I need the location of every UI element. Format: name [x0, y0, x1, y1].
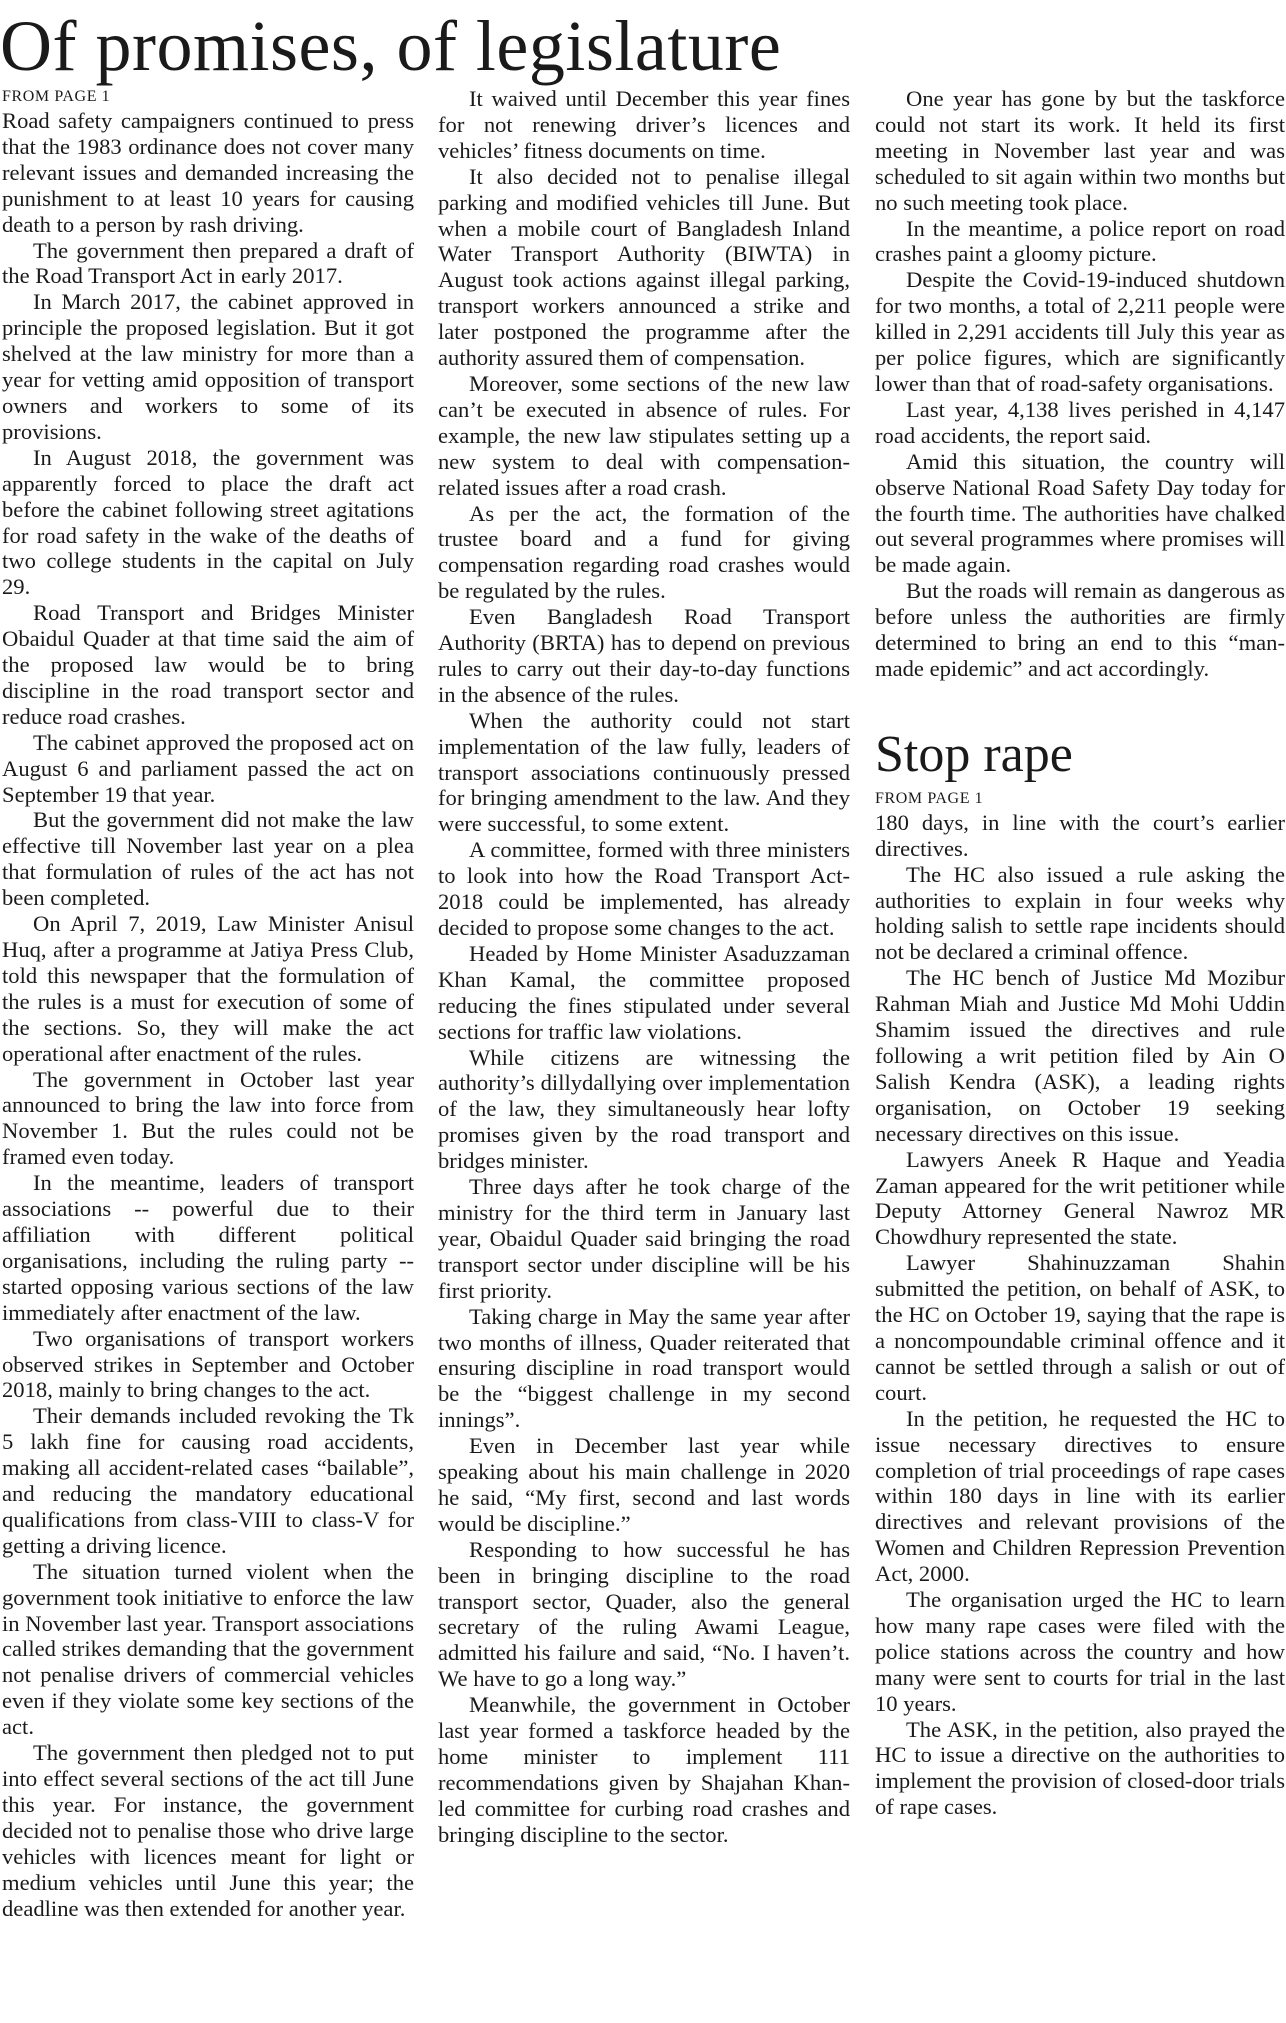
- paragraph: Lawyer Shahinuzzaman Shahin submitted the petition, on behalf of ASK, to the HC on October 19, saying that the rape is a noncompoundable criminal offence and it cannot be settled through a salish or out of court.: [875, 1250, 1285, 1405]
- paragraph: The government then pledged not to put into effect several sections of the act till June this year. For instance, the government decided not to penalise those who drive large vehicles with licences meant for light or medium vehicles until June this year; the deadline was then extended for another year.: [2, 1740, 414, 1921]
- paragraph: The government in October last year announced to bring the law into force from November 1. But the rules could not be framed even today.: [2, 1066, 414, 1170]
- paragraph: Moreover, some sections of the new law can’t be executed in absence of rules. For example, the new law stipulates setting up a new system to deal with compensation-related issues after a road crash.: [438, 370, 850, 500]
- second-article-headline: Stop rape: [875, 725, 1073, 783]
- paragraph: Lawyers Aneek R Haque and Yeadia Zaman appeared for the writ petitioner while Deputy Attorney General Nawroz MR Chowdhury represented the state.: [875, 1146, 1285, 1250]
- paragraph: But the roads will remain as dangerous as before unless the authorities are firmly determined to bring an end to this “man-made epidemic” and act accordingly.: [875, 578, 1285, 681]
- paragraph: A committee, formed with three ministers to look into how the Road Transport Act-2018 could be implemented, has already decided to propose some changes to the act.: [438, 837, 850, 940]
- paragraph: Taking charge in May the same year after two months of illness, Quader reiterated that ensuring discipline in road transport would be the “biggest challenge in my second innings”.: [438, 1303, 850, 1433]
- paragraph: But the government did not make the law effective till November last year on a plea that formulation of rules of the act has not been completed.: [2, 807, 414, 911]
- paragraph: Road safety campaigners continued to press that the 1983 ordinance does not cover many relevant issues and demanded increasing the punishment to at least 10 years for causing death to a person by rash driving.: [2, 108, 414, 237]
- paragraph: Headed by Home Minister Asaduzzaman Khan Kamal, the committee proposed reducing the fines stipulated under several sections for traffic law violations.: [438, 940, 850, 1044]
- paragraph: Responding to how successful he has been in bringing discipline to the road transport sector, Quader, also the general secretary of the ruling Awami League, admitted his failure and said, “No. I haven’t. We have to go a long way.”: [438, 1536, 850, 1692]
- paragraph: It waived until December this year fines for not renewing driver’s licences and vehicles’ fitness documents on time.: [438, 86, 850, 163]
- paragraph: The cabinet approved the proposed act on August 6 and parliament passed the act on September 19 that year.: [2, 729, 414, 807]
- paragraph: As per the act, the formation of the trustee board and a fund for giving compensation regarding road crashes would be regulated by the rules.: [438, 500, 850, 604]
- paragraph: Road Transport and Bridges Minister Obaidul Quader at that time said the aim of the proposed law would be to bring discipline in the road transport sector and reduce road crashes.: [2, 600, 414, 729]
- continuation-kicker: FROM PAGE 1: [2, 88, 111, 105]
- paragraph: Despite the Covid-19-induced shutdown for two months, a total of 2,211 people were killed in 2,291 accidents till July this year as per police figures, which are significantly lower than that of road-safety organisations.: [875, 267, 1285, 396]
- paragraph: Their demands included revoking the Tk 5 lakh fine for causing road accidents, making all accident-related cases “bailable”, and reducing the mandatory educational qualifications from class-VIII to class-V for getting a driving licence.: [2, 1403, 414, 1558]
- paragraph: In the meantime, a police report on road crashes paint a gloomy picture.: [875, 215, 1285, 267]
- paragraph: 180 days, in line with the court’s earlier directives.: [875, 809, 1285, 861]
- paragraph: The HC also issued a rule asking the authorities to explain in four weeks why holding salish to settle rape incidents should not be declared a criminal offence.: [875, 861, 1285, 965]
- paragraph: In the meantime, leaders of transport associations -- powerful due to their affiliation with different political organisations, including the ruling party -- started opposing various sections of the law immediately after enactment of the law.: [2, 1170, 414, 1325]
- paragraph: While citizens are witnessing the authority’s dillydallying over implementation of the law, they simultaneously hear lofty promises given by the road transport and bridges minister.: [438, 1044, 850, 1174]
- paragraph: Even in December last year while speaking about his main challenge in 2020 he said, “My first, second and last words would be discipline.”: [438, 1433, 850, 1536]
- paragraph: Meanwhile, the government in October last year formed a taskforce headed by the home minister to implement 111 recommendations given by Shajahan Khan-led committee for curbing road crashes and bringing discipline to the sector.: [438, 1692, 850, 1847]
- paragraph: Amid this situation, the country will observe National Road Safety Day today for the fourth time. The authorities have chalked out several programmes where promises will be made again.: [875, 448, 1285, 578]
- article-headline: Of promises, of legislature: [0, 6, 782, 86]
- paragraph: In the petition, he requested the HC to issue necessary directives to ensure completion of trial proceedings of rape cases within 180 days in line with its earlier directives and relevant provisions of the Women and Children Repression Prevention Act, 2000.: [875, 1405, 1285, 1587]
- paragraph: The ASK, in the petition, also prayed the HC to issue a directive on the authorities to implement the provision of closed-door trials of rape cases.: [875, 1716, 1285, 1820]
- continuation-kicker: FROM PAGE 1: [875, 789, 984, 807]
- paragraph: Two organisations of transport workers observed strikes in September and October 2018, mainly to bring changes to the act.: [2, 1325, 414, 1403]
- paragraph: The organisation urged the HC to learn how many rape cases were filed with the police stations across the country and how many were sent to courts for trial in the last 10 years.: [875, 1587, 1285, 1716]
- paragraph: In August 2018, the government was apparently forced to place the draft act before the cabinet following street agitations for road safety in the wake of the deaths of two college students in the capital on July 29.: [2, 444, 414, 600]
- column-2: [438, 86, 850, 1848]
- paragraph: Three days after he took charge of the ministry for the third term in January last year, Obaidul Quader said bringing the road transport sector under discipline will be his first priority.: [438, 1174, 850, 1303]
- paragraph: The government then prepared a draft of the Road Transport Act in early 2017.: [2, 237, 414, 289]
- column-1: [2, 86, 414, 1921]
- column-3: [875, 86, 1285, 1820]
- paragraph: Even Bangladesh Road Transport Authority (BRTA) has to depend on previous rules to carry out their day-to-day functions in the absence of the rules.: [438, 604, 850, 707]
- paragraph: Last year, 4,138 lives perished in 4,147 road accidents, the report said.: [875, 396, 1285, 448]
- paragraph: The situation turned violent when the government took initiative to enforce the law in November last year. Transport associations called strikes demanding that the government not penalise drivers of commercial vehicles even if they violate some key sections of the act.: [2, 1558, 414, 1740]
- paragraph: One year has gone by but the taskforce could not start its work. It held its first meeting in November last year and was scheduled to sit again within two months but no such meeting took place.: [875, 86, 1285, 215]
- paragraph: On April 7, 2019, Law Minister Anisul Huq, after a programme at Jatiya Press Club, told this newspaper that the formulation of the rules is a must for execution of some of the sections. So, they will make the act operational after enactment of the rules.: [2, 911, 414, 1066]
- paragraph: In March 2017, the cabinet approved in principle the proposed legislation. But it got shelved at the law ministry for more than a year for vetting amid opposition of transport owners and workers to some of its provisions.: [2, 289, 414, 444]
- paragraph: When the authority could not start implementation of the law fully, leaders of transport associations continuously pressed for bringing amendment to the law. And they were successful, to some extent.: [438, 707, 850, 837]
- paragraph: The HC bench of Justice Md Mozibur Rahman Miah and Justice Md Mohi Uddin Shamim issued the directives and rule following a writ petition filed by Ain O Salish Kendra (ASK), a leading rights organisation, on October 19 seeking necessary directives on this issue.: [875, 965, 1285, 1146]
- paragraph: It also decided not to penalise illegal parking and modified vehicles till June. But when a mobile court of Bangladesh Inland Water Transport Authority (BIWTA) in August took actions against illegal parking, transport workers announced a strike and later postponed the programme after the authority assured them of compensation.: [438, 163, 850, 371]
